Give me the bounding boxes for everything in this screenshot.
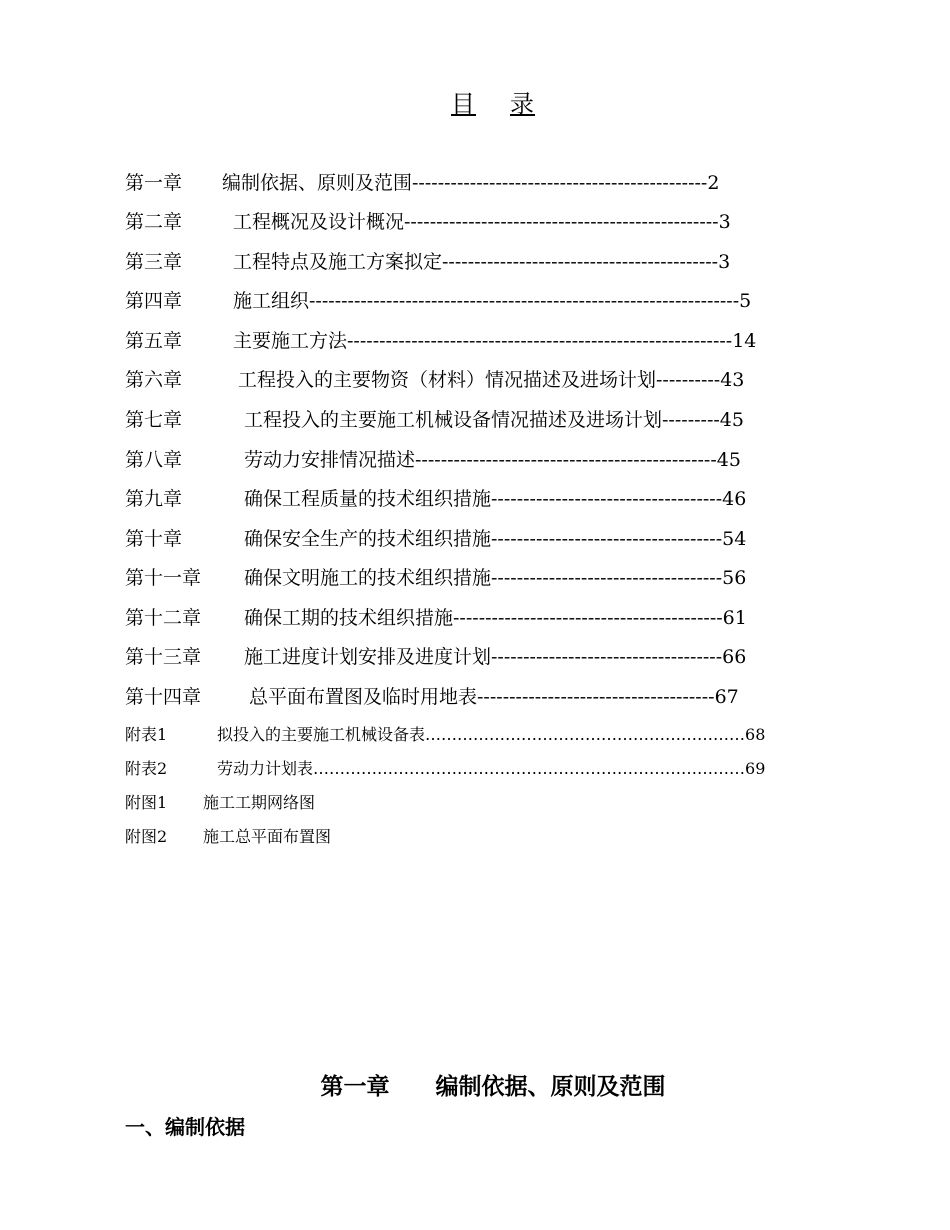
toc-title bbox=[0, 88, 950, 120]
toc-entry[interactable] bbox=[125, 366, 744, 394]
toc-title-right: 录 bbox=[510, 90, 535, 118]
toc-entry-page: 45 bbox=[719, 409, 744, 431]
toc-entry-title: 施工组织 bbox=[233, 290, 310, 312]
toc-appendix-title: 施工总平面布置图 bbox=[203, 827, 332, 846]
toc-entry-title: 主要施工方法 bbox=[233, 330, 348, 352]
toc-entry-number: 第十章 bbox=[125, 528, 183, 550]
section-heading: 一、编制依据 bbox=[125, 1115, 245, 1139]
toc-appendix-entry[interactable] bbox=[125, 723, 765, 747]
toc-entry[interactable] bbox=[125, 604, 747, 632]
toc-entry-number: 第六章 bbox=[125, 369, 183, 391]
toc-entry[interactable] bbox=[125, 169, 719, 197]
toc-appendix-entry[interactable] bbox=[125, 757, 765, 781]
toc-entry-number: 第十四章 bbox=[125, 686, 202, 708]
toc-entry[interactable] bbox=[125, 485, 746, 513]
toc-entry-leader: ------------------------------------------------------------ bbox=[347, 330, 733, 352]
toc-appendix-number: 附表2 bbox=[125, 759, 168, 778]
toc-entry-number: 第九章 bbox=[125, 488, 183, 510]
toc-entry[interactable] bbox=[125, 208, 731, 236]
toc-entry-leader: ------------------------------------ bbox=[491, 528, 723, 550]
toc-appendix-number: 附图2 bbox=[125, 827, 168, 846]
toc-entry-leader: ------------------------------------------ bbox=[453, 607, 723, 629]
toc-appendix-number: 附表1 bbox=[125, 725, 168, 744]
toc-entry-page: 54 bbox=[722, 528, 747, 550]
toc-appendix-page: 68 bbox=[745, 725, 766, 744]
toc-entry-number: 第十一章 bbox=[125, 567, 202, 589]
toc-entry-page: 45 bbox=[716, 449, 741, 471]
toc-entry[interactable] bbox=[125, 525, 746, 553]
toc-entry-title: 确保工期的技术组织措施 bbox=[244, 607, 454, 629]
toc-entry-title: 确保工程质量的技术组织措施 bbox=[244, 488, 492, 510]
toc-entry-title: 工程投入的主要施工机械设备情况描述及进场计划 bbox=[244, 409, 663, 431]
toc-appendix-number: 附图1 bbox=[125, 793, 168, 812]
toc-entry-leader: ------------------------------------------------- bbox=[404, 211, 719, 233]
toc-entry[interactable] bbox=[125, 643, 746, 671]
toc-entry-number: 第二章 bbox=[125, 211, 183, 233]
toc-entry[interactable] bbox=[125, 287, 751, 315]
toc-title-left: 目 bbox=[451, 90, 476, 118]
toc-entry-number: 第四章 bbox=[125, 290, 183, 312]
toc-entry-leader: ------------------------------------- bbox=[477, 686, 715, 708]
toc-entry-leader: --------- bbox=[662, 409, 720, 431]
toc-entry[interactable] bbox=[125, 406, 744, 434]
toc-entry-page: 56 bbox=[722, 567, 747, 589]
chapter-title: 编制依据、原则及范围 bbox=[435, 1073, 666, 1100]
toc-entry-leader: ----------------------------------------------- bbox=[415, 449, 717, 471]
toc-entry-page: 43 bbox=[720, 369, 745, 391]
toc-entry-number: 第十三章 bbox=[125, 646, 202, 668]
toc-appendix-title: 拟投入的主要施工机械设备表 bbox=[217, 725, 426, 744]
toc-entry-leader: ------------------------------------ bbox=[491, 646, 723, 668]
toc-entry-number: 第一章 bbox=[125, 172, 183, 194]
toc-entry[interactable] bbox=[125, 683, 739, 711]
toc-entry-title: 劳动力安排情况描述 bbox=[244, 449, 416, 471]
toc-entry-page: 3 bbox=[718, 211, 731, 233]
toc-entry[interactable] bbox=[125, 446, 741, 474]
toc-entry-title: 确保文明施工的技术组织措施 bbox=[244, 567, 492, 589]
toc-entry-title: 工程概况及设计概况 bbox=[233, 211, 405, 233]
toc-entry-leader: ------------------------------------ bbox=[491, 488, 723, 510]
toc-appendix-leader: …………………………………………………… bbox=[425, 725, 746, 744]
toc-entry[interactable] bbox=[125, 248, 730, 276]
toc-appendix-page: 69 bbox=[745, 759, 766, 778]
toc-appendix-leader: ……………………………………………………………………… bbox=[313, 759, 746, 778]
toc-entry-title: 工程特点及施工方案拟定 bbox=[233, 251, 443, 273]
toc-entry[interactable] bbox=[125, 327, 756, 355]
toc-entry-page: 2 bbox=[707, 172, 720, 194]
toc-entry-title: 工程投入的主要物资（材料）情况描述及进场计划 bbox=[238, 369, 657, 391]
toc-entry-page: 3 bbox=[718, 251, 731, 273]
chapter-heading bbox=[0, 1070, 950, 1104]
toc-entry-number: 第八章 bbox=[125, 449, 183, 471]
toc-entry-title: 编制依据、原则及范围 bbox=[222, 172, 413, 194]
toc-entry-number: 第十二章 bbox=[125, 607, 202, 629]
toc-entry[interactable] bbox=[125, 564, 746, 592]
chapter-number: 第一章 bbox=[320, 1073, 390, 1100]
toc-appendix-entry[interactable] bbox=[125, 791, 315, 815]
toc-appendix-title: 施工工期网络图 bbox=[203, 793, 316, 812]
toc-entry-number: 第三章 bbox=[125, 251, 183, 273]
toc-appendix-title: 劳动力计划表 bbox=[217, 759, 314, 778]
toc-entry-page: 14 bbox=[732, 330, 757, 352]
toc-entry-leader: ------------------------------------------------------------------- bbox=[309, 290, 740, 312]
toc-entry-leader: ---------------------------------------------- bbox=[412, 172, 708, 194]
toc-entry-page: 66 bbox=[722, 646, 747, 668]
toc-entry-leader: ------------------------------------------- bbox=[442, 251, 719, 273]
toc-entry-title: 施工进度计划安排及进度计划 bbox=[244, 646, 492, 668]
toc-entry-number: 第五章 bbox=[125, 330, 183, 352]
toc-entry-title: 总平面布置图及临时用地表 bbox=[249, 686, 478, 708]
toc-entry-leader: ------------------------------------ bbox=[491, 567, 723, 589]
toc-entry-title: 确保安全生产的技术组织措施 bbox=[244, 528, 492, 550]
toc-entry-page: 67 bbox=[714, 686, 739, 708]
toc-entry-number: 第七章 bbox=[125, 409, 183, 431]
toc-entry-page: 5 bbox=[739, 290, 752, 312]
toc-entry-leader: ---------- bbox=[656, 369, 721, 391]
toc-appendix-entry[interactable] bbox=[125, 825, 331, 849]
toc-entry-page: 46 bbox=[722, 488, 747, 510]
toc-entry-page: 61 bbox=[722, 607, 747, 629]
